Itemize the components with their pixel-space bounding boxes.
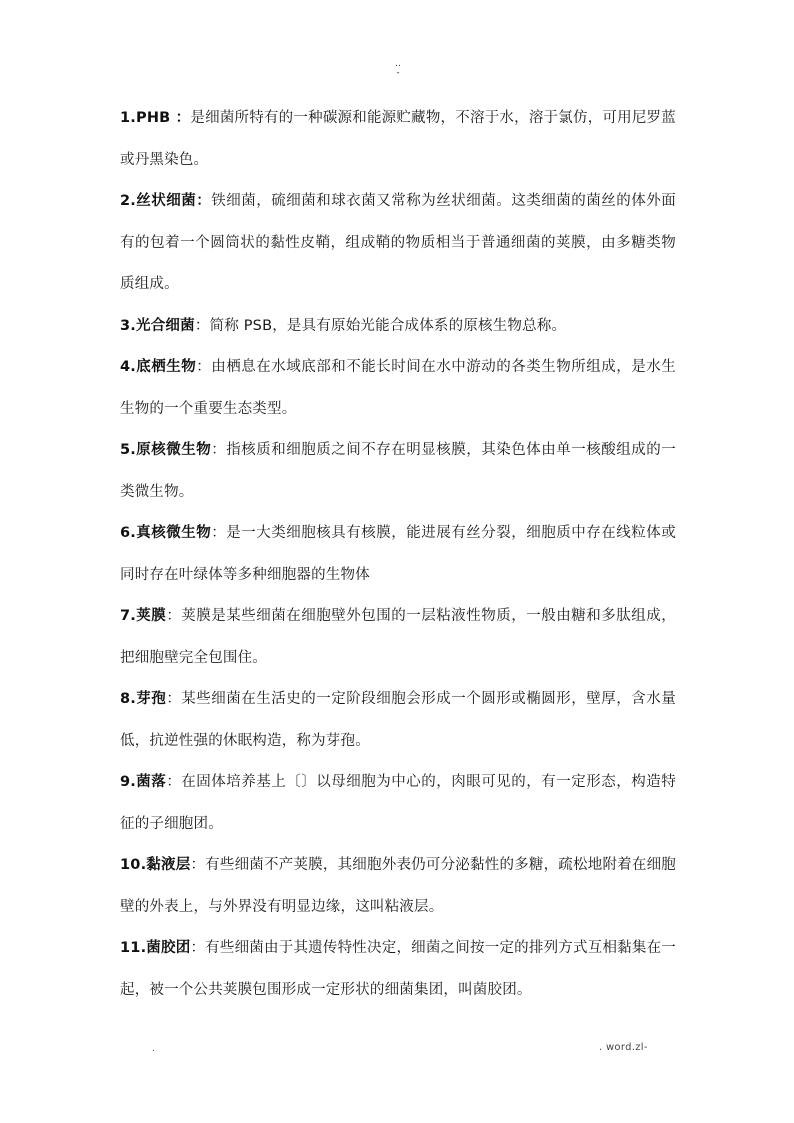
entry-definition: ：荚膜是某些细菌在细胞壁外包围的一层粘液性物质，一般由糖和多肽组成，把细胞壁完全包围住。 — [120, 608, 677, 666]
header-mark-bottom: - — [396, 68, 400, 78]
entry-definition: 是细菌所特有的一种碳源和能源贮藏物，不溶于水，溶于氯仿，可用尼罗蓝或丹黑染色。 — [120, 110, 676, 168]
glossary-entry-10 — [120, 845, 676, 928]
footer-watermark: . word.zl- — [599, 1042, 648, 1053]
entry-definition: ：有些细菌由于其遗传特性决定，细菌之间按一定的排列方式互相黏集在一起，被一个公共荚膜包围形成一定形状的细菌集团，叫菌胶团。 — [120, 940, 676, 998]
entry-definition: ：由栖息在水域底部和不能长时间在水中游动的各类生物所组成，是水生生物的一个重要生态类型。 — [120, 359, 676, 417]
entry-definition: ：是一大类细胞核具有核膜，能进展有丝分裂，细胞质中存在线粒体或同时存在叶绿体等多种细胞器的生物体 — [120, 525, 676, 583]
header-mark — [392, 60, 404, 78]
entry-term: 11.菌胶团 — [120, 940, 191, 956]
glossary-entry-3 — [120, 306, 676, 348]
entry-definition: ：某些细菌在生活史的一定阶段细胞会形成一个圆形或椭圆形，壁厚，含水量低，抗逆性强的休眠构造，称为芽孢。 — [120, 691, 677, 749]
entry-definition: ：指核质和细胞质之间不存在明显核膜，其染色体由单一核酸组成的一类微生物。 — [120, 442, 676, 500]
glossary-entry-1 — [120, 98, 676, 181]
entry-definition: ：有些细菌不产荚膜，其细胞外表仍可分泌黏性的多糖，疏松地附着在细胞壁的外表上，与外界没有明显边缘，这叫粘液层。 — [120, 857, 676, 915]
entry-term: 7.荚膜 — [120, 608, 167, 624]
entry-term: 5.原核微生物 — [120, 442, 212, 458]
entry-term: 4.底栖生物 — [120, 359, 197, 375]
entry-term: 1.PHB ： — [120, 110, 191, 126]
entry-term: 10.黏液层 — [120, 857, 191, 873]
entry-definition: 铁细菌，硫细菌和球衣菌又常称为丝状细菌。这类细菌的菌丝的体外面有的包着一个圆筒状的黏性皮鞘，组成鞘的物质相当于普通细菌的荚膜，由多糖类物质组成。 — [120, 193, 676, 292]
entry-term: 6.真核微生物 — [120, 525, 212, 541]
glossary-entry-9 — [120, 762, 676, 845]
glossary-entry-5 — [120, 430, 676, 513]
entry-term: 9.菌落 — [120, 774, 167, 790]
glossary-entry-2 — [120, 181, 676, 306]
entry-definition: ：简称 PSB，是具有原始光能合成体系的原核生物总称。 — [194, 317, 567, 334]
footer-left-mark: . — [152, 1044, 155, 1054]
entry-definition: ：在固体培养基上〔〕以母细胞为中心的，肉眼可见的，有一定形态，构造特征的子细胞团。 — [120, 774, 677, 832]
glossary-entry-6 — [120, 513, 676, 596]
glossary-entry-4 — [120, 347, 676, 430]
entry-term: 2.丝状细菌： — [120, 193, 212, 209]
glossary-entry-7 — [120, 596, 676, 679]
entry-term: 3.光合细菌 — [120, 317, 195, 334]
glossary-entry-8 — [120, 679, 676, 762]
header-mark-top: .. — [395, 59, 401, 69]
glossary-content — [120, 98, 676, 1011]
glossary-entry-11 — [120, 928, 676, 1011]
entry-term: 8.芽孢 — [120, 691, 167, 707]
